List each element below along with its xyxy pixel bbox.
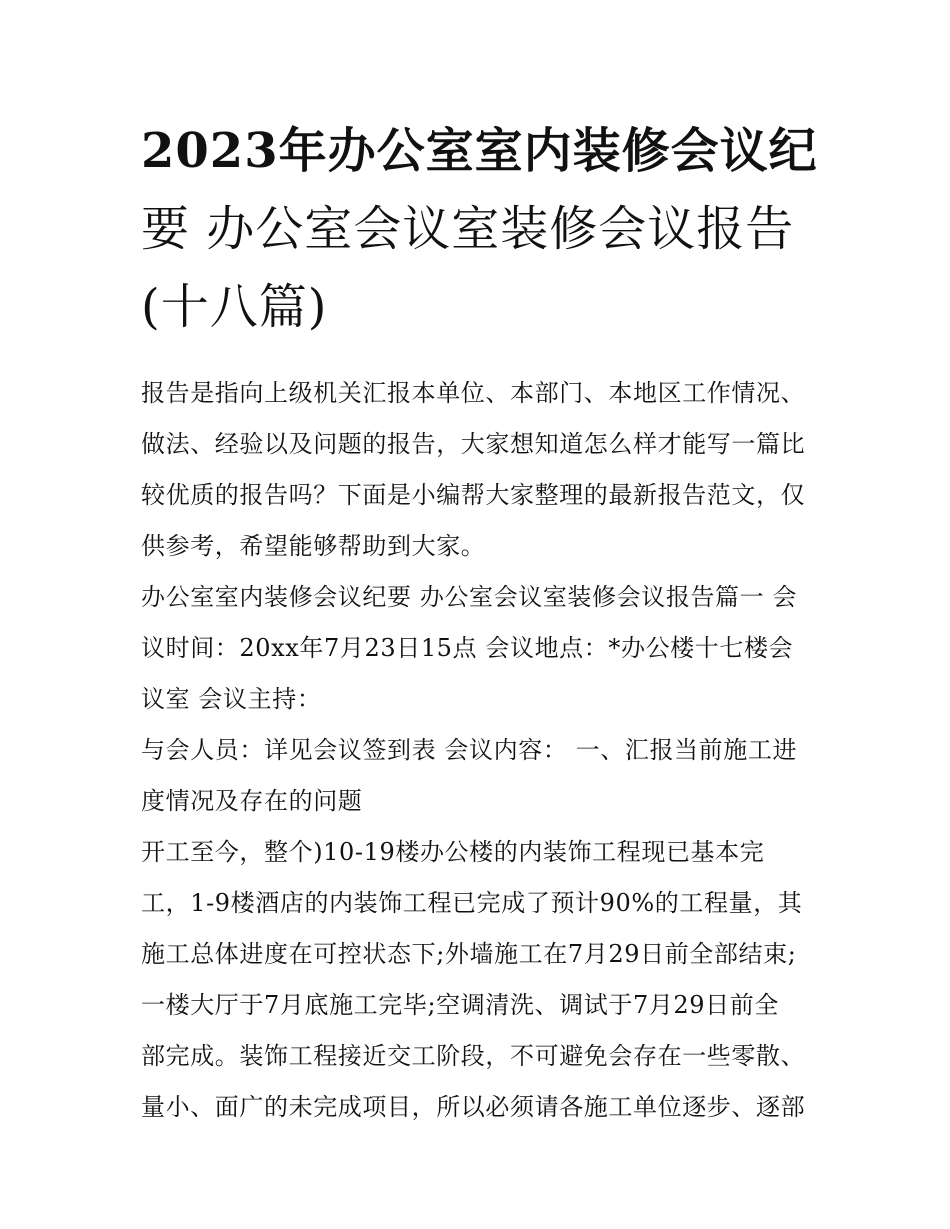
title-line-1: 2023年办公室室内装修会议纪 bbox=[141, 123, 818, 179]
title-line-3: (十八篇) bbox=[141, 279, 328, 335]
document-body bbox=[141, 368, 821, 1133]
body-line: 较优质的报告吗？下面是小编帮大家整理的最新报告范文，仅 bbox=[141, 481, 806, 509]
body-line: 量小、面广的未完成项目，所以必须请各施工单位逐步、逐部 bbox=[141, 1093, 806, 1121]
title-line-2: 要 办公室会议室装修会议报告 bbox=[141, 201, 795, 257]
body-line: 开工至今，整个)10-19楼办公楼的内装饰工程现已基本完 bbox=[141, 838, 765, 866]
body-line: 供参考，希望能够帮助到大家。 bbox=[141, 532, 486, 560]
body-line: 施工总体进度在可控状态下;外墙施工在7月29日前全部结束; bbox=[141, 940, 797, 968]
body-line: 工，1-9楼酒店的内装饰工程已完成了预计90%的工程量，其 bbox=[141, 889, 803, 917]
body-line: 度情况及存在的问题 bbox=[141, 787, 363, 815]
body-line: 议室 会议主持： bbox=[141, 685, 322, 713]
body-line: 与会人员：详见会议签到表 会议内容： 一、汇报当前施工进 bbox=[141, 736, 798, 764]
body-line: 议时间：20xx年7月23日15点 会议地点：*办公楼十七楼会 bbox=[141, 634, 794, 662]
body-line: 做法、经验以及问题的报告，大家想知道怎么样才能写一篇比 bbox=[141, 430, 806, 458]
document-content bbox=[141, 112, 821, 1133]
body-line: 一楼大厅于7月底施工完毕;空调清洗、调试于7月29日前全 bbox=[141, 991, 779, 1019]
body-line: 部完成。装饰工程接近交工阶段，不可避免会存在一些零散、 bbox=[141, 1042, 806, 1070]
document-title bbox=[141, 112, 821, 346]
body-line: 报告是指向上级机关汇报本单位、本部门、本地区工作情况、 bbox=[141, 379, 806, 407]
body-line: 办公室室内装修会议纪要 办公室会议室装修会议报告篇一 会 bbox=[141, 583, 798, 611]
